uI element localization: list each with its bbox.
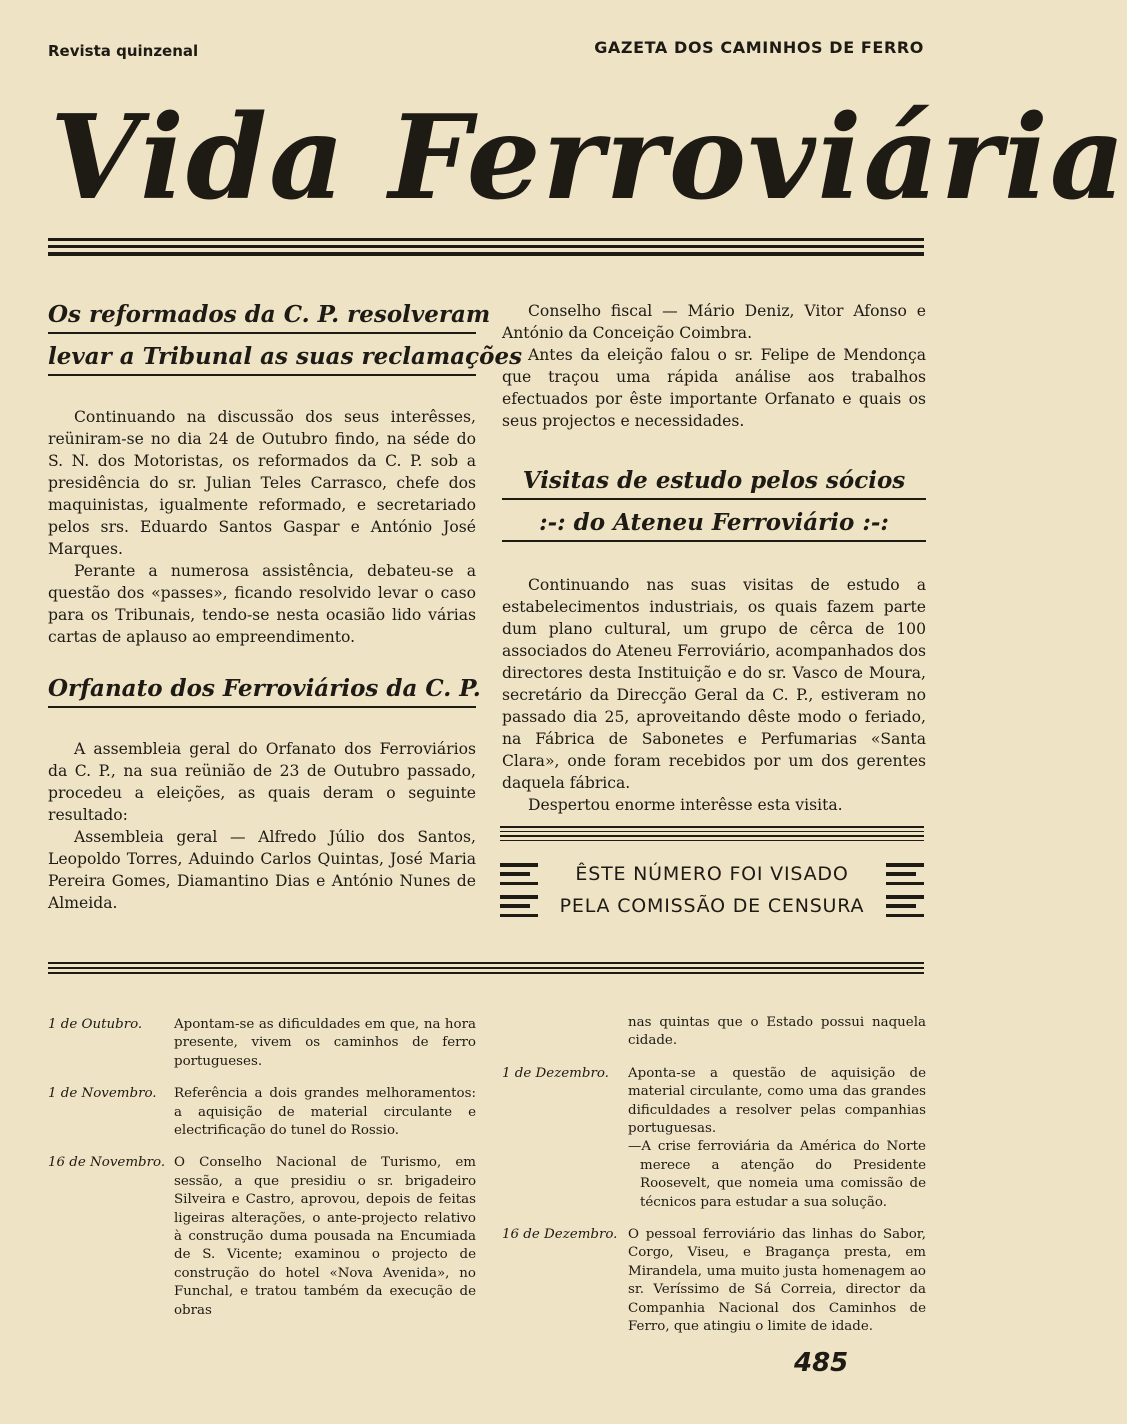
entry-text: nas quintas que o Estado possui naquela cidade.: [628, 1015, 926, 1049]
paragraph: Assembleia geral — Alfredo Júlio dos Santos, Leopoldo Torres, Aduindo Carlos Quintas, José Maria Pereira Gomes, Diamantino Dias e António Nunes de Almeida.: [48, 828, 476, 912]
entry-text: Apontam-se as dificuldades em que, na hora presente, vivem os caminhos de ferro portugueses.: [174, 1017, 476, 1069]
heading-line: Orfanato dos Ferroviários da C. P.: [48, 674, 476, 708]
paragraph: Continuando nas suas visitas de estudo a estabelecimentos industriais, os quais fazem parte dum plano cultural, um grupo de cêrca de 100 associados do Ateneu Ferroviário, acompanhados dos directores desta Instituição e do sr. Vasco de Moura, secretário da Direcção Geral da C. P., estiveram no passado dia 25, aproveitando dêste modo o feriado, na Fábrica de Sabonetes e Perfumarias «Santa Clara», onde foram recebidos por um dos gerentes daquela fábrica.: [502, 576, 927, 792]
paragraph: Antes da eleição falou o sr. Felipe de Mendonça que traçou uma rápida análise aos trabalhos efectuados por êste importante Orfanato e quais os seus projectos e necessidades.: [502, 346, 926, 430]
entry-paragraph: Aponta-se a questão de aquisição de material circulante, como uma das grandes dificuldades a resolver pelas companhias portuguesas.: [628, 1065, 926, 1137]
section-rule: [48, 962, 924, 964]
heading-line: Os reformados da C. P. resolveram: [48, 300, 476, 334]
chronicle-entry: [48, 1154, 476, 1320]
entry-date: 1 de Outubro.: [48, 1017, 143, 1032]
heading-line: levar a Tribunal as suas reclamações: [48, 342, 476, 376]
masthead-rule: [48, 252, 924, 256]
right-column: [502, 300, 926, 816]
chronicle-entry: [48, 1085, 476, 1140]
paragraph: Conselho fiscal — Mário Deniz, Vitor Afonso e António da Conceição Coimbra.: [502, 302, 926, 342]
bars-ornament: [886, 895, 924, 917]
paragraph: A assembleia geral do Orfanato dos Ferroviários da C. P., na sua reünião de 23 de Outubro passado, procedeu a eleições, as quais deram o seguinte resultado:: [48, 740, 476, 824]
section-rule: [48, 967, 924, 969]
censorship-notice: [500, 858, 924, 922]
notice-row: [500, 858, 924, 890]
entry-date: 16 de Dezembro.: [502, 1227, 618, 1243]
entry-text: [628, 1065, 926, 1212]
paragraph: Despertou enorme interêsse esta visita.: [528, 796, 843, 814]
notice-line: PELA COMISSÃO DE CENSURA: [559, 895, 865, 917]
paragraph: Continuando na discussão dos seus interêsses, reüniram-se no dia 24 de Outubro findo, na séde do S. N. dos Motoristas, os reformados da C. P. sob a presidência do sr. Julian Teles Carrasco, chefe dos maquinistas, igualmente reformado, e secretariado pelos srs. Eduardo Santos Gaspar e António José Marques.: [48, 408, 476, 558]
heading-line: Visitas de estudo pelos sócios: [502, 466, 926, 500]
chronicle-entry: [502, 1065, 926, 1212]
bars-ornament: [886, 863, 924, 885]
article-heading: [502, 466, 926, 542]
running-header-right: GAZETA DOS CAMINHOS DE FERRO: [594, 38, 924, 57]
entry-text: Referência a dois grandes melhoramentos: a aquisição de material circulante e electrificação do tunel do Rossio.: [174, 1086, 476, 1139]
chronicle-entry: [502, 1014, 926, 1051]
entry-date: 1 de Novembro.: [48, 1086, 157, 1102]
masthead-rule: [48, 238, 924, 241]
entry-date: 1 de Dezembro.: [502, 1065, 609, 1081]
entry-text: O pessoal ferroviário das linhas do Sabor, Corgo, Viseu, e Bragança presta, em Mirandela, uma muito justa homenagem ao sr. Veríssimo de Sá Correia, director da Companhia Nacional dos Caminhos de Ferro, que atingiu o limite de idade.: [628, 1227, 926, 1335]
entry-date: 16 de Novembro.: [48, 1155, 166, 1171]
masthead-title: Vida Ferroviária: [50, 90, 1127, 226]
chronicle-entry: [502, 1226, 926, 1336]
masthead-rule: [48, 245, 924, 248]
entry-paragraph: —A crise ferroviária da América do Norte merece a atenção do Presidente Roosevelt, que nomeia uma comissão de técnicos para estudar a sua solução.: [628, 1139, 926, 1210]
notice-line: ÊSTE NÚMERO FOI VISADO: [575, 863, 849, 885]
bars-ornament: [500, 863, 538, 885]
article-heading: [48, 674, 481, 708]
chronicle-entry: [48, 1016, 476, 1071]
page-number: 485: [794, 1348, 849, 1378]
bars-ornament: [500, 895, 538, 917]
entry-text: O Conselho Nacional de Turismo, em sessão, a que presidiu o sr. brigadeiro Silveira e Castro, aprovou, depois de feitas ligeiras alterações, o ante-projecto relativo à construção duma pousada na Encumiada de S. Vicente; examinou o projecto de construção do hotel «Nova Avenida», no Funchal, e tratou também da execução de obras: [174, 1155, 476, 1318]
notice-row: [500, 890, 924, 922]
notice-rules: [500, 826, 924, 844]
left-column: [48, 300, 523, 914]
running-header-left: Revista quinzenal: [48, 42, 199, 60]
chronicle-right: [502, 1014, 926, 1351]
section-rule: [48, 972, 924, 974]
paragraph: Perante a numerosa assistência, debateu-se a questão dos «passes», ficando resolvido levar o caso para os Tribunais, tendo-se nesta ocasião lido várias cartas de aplauso ao empreendimento.: [48, 562, 476, 646]
article-heading: [48, 300, 523, 376]
chronicle-left: [48, 1016, 476, 1334]
heading-line: :-: do Ateneu Ferroviário :-:: [502, 508, 926, 542]
